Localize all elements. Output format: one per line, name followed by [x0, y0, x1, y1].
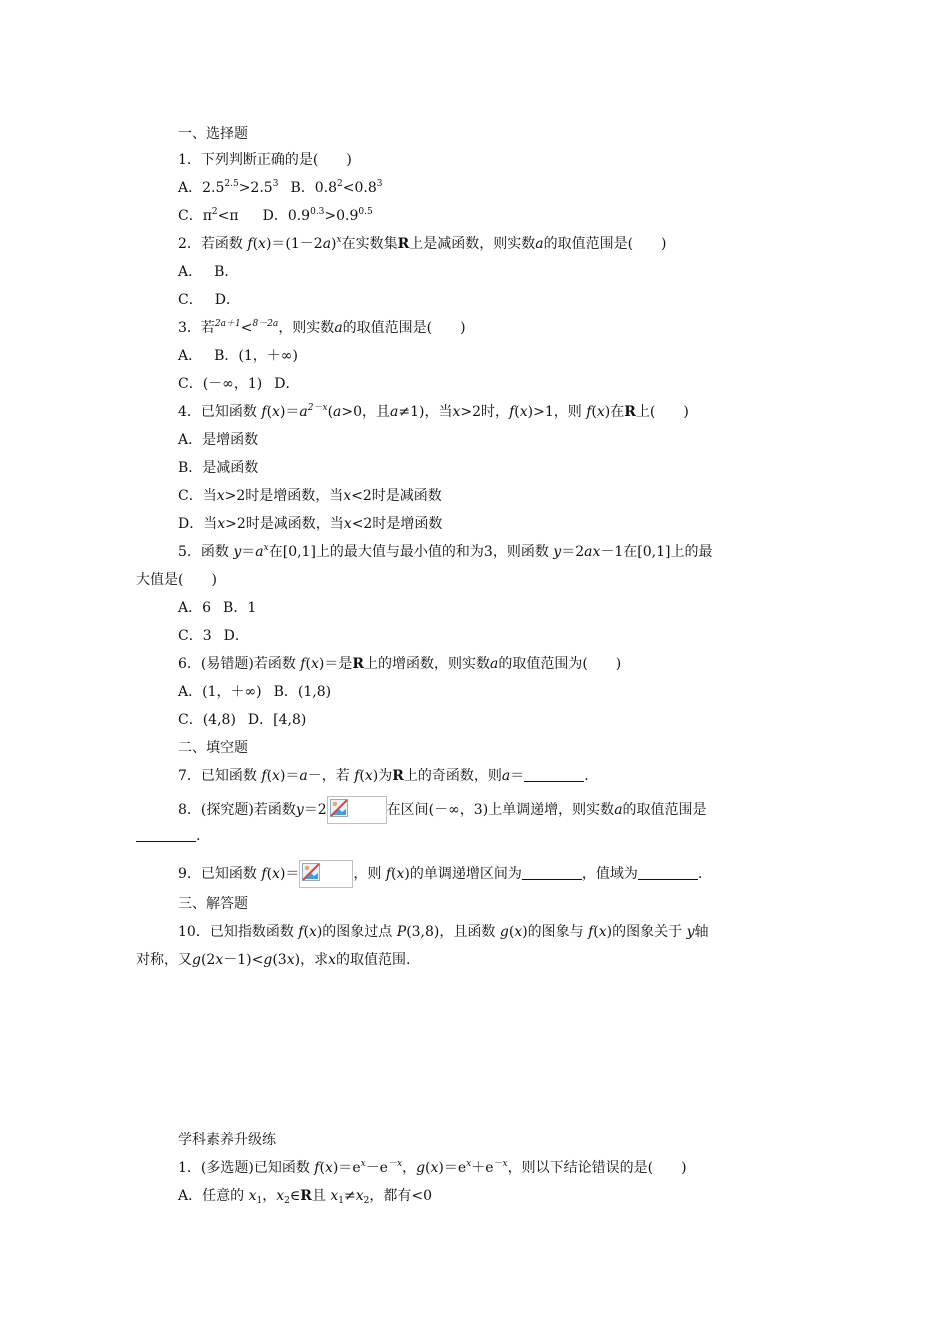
question-10-cont: 对称，又g(2x－1)<g(3x)，求x的取值范围.: [136, 952, 411, 968]
question-10: 10．已知指数函数 f(x)的图象过点 P(3,8)，且函数 g(x)的图象与 f(x)的图象关于 y轴: [178, 924, 709, 940]
question-4: 4．已知函数 $f(x)=a^{2-x}(a>0$，且a≠1)，当x>2时，f(x)>1，则 f(x)在R上( ): [178, 403, 689, 420]
question-3: 3．若$^{2a+1}$<$^{8-2a}$，则实数a的取值范围是( ): [178, 319, 466, 336]
question-6: 6．(易错题)若函数 f(x)＝是R上的增函数，则实数a的取值范围为( ): [178, 656, 622, 672]
question-5-cont: 大值是( ): [136, 572, 217, 588]
q4-option-c: C．当x>2时是增函数，当x<2时是减函数: [178, 488, 442, 504]
question-9: 9．已知函数 f(x)＝ ，则 f(x)的单调递增区间为 ，值域为 .: [178, 860, 702, 888]
question-8: 8．(探究题)若函数y＝2 在区间(－∞，3)上单调递增，则实数a的取值范围是: [178, 796, 707, 824]
question-2: 2．若函数 $f(x)=(1-2a)^x$在实数集R上是减函数，则实数a的取值范围是( ): [178, 235, 667, 252]
section-heading: 二、填空题: [178, 740, 248, 756]
section-heading: 一、选择题: [178, 126, 248, 142]
q4-option-b: B．是减函数: [178, 460, 259, 476]
answer-blank: [638, 867, 698, 880]
section-heading: 三、解答题: [178, 896, 248, 912]
q4-option-a: A．是增函数: [178, 432, 259, 448]
answer-blank: [522, 867, 582, 880]
q2-options-cd: C． D．: [178, 292, 240, 308]
section-heading: 学科素养升级练: [178, 1132, 276, 1148]
practice-q1-option-a: A．任意的 $x_1$，$x_2\in R$且 $x_1\ne x_2$，都有<0: [178, 1188, 432, 1206]
q5-options-cd: C．3 D．: [178, 628, 249, 644]
q6-options-ab: A．(1，＋∞) B．(1,8): [178, 684, 332, 700]
q1-options-cd: C．$\pi^2<\pi$ D．$0.9^{0.3}>0.9^{0.5}$: [178, 207, 373, 224]
q6-options-cd: C．(4,8) D．[4,8): [178, 712, 307, 728]
q3-options-ab: A． B．(1，＋∞): [178, 348, 298, 364]
q5-options-ab: A．6 B．1: [178, 600, 257, 616]
broken-image-icon: [327, 796, 387, 824]
question-1: 1．下列判断正确的是( ): [178, 152, 352, 168]
answer-blank: [136, 829, 196, 842]
q2-options-ab: A． B．: [178, 264, 239, 280]
question-8-cont: .: [136, 826, 200, 846]
question-7: 7．已知函数 f(x)＝a－，若 f(x)为R上的奇函数，则a＝ .: [178, 768, 589, 784]
q3-options-cd: C．(－∞，1) D．: [178, 376, 300, 392]
q4-option-d: D．当x>2时是减函数，当x<2时是增函数: [178, 516, 443, 532]
answer-blank: [524, 769, 584, 782]
practice-question-1: 1．(多选题)已知函数 $f(x)=e^x-e^{-x}$，$g(x)=e^x+e^{-x}$，则以下结论错误的是( ): [178, 1159, 687, 1176]
broken-image-icon: [299, 860, 353, 888]
question-5: 5．函数 $y=a^x$在[0,1]上的最大值与最小值的和为3，则函数 y＝2ax－1在[0,1]上的最: [178, 543, 713, 560]
q1-options-ab: A．$2.5^{2.5}>2.5^3$ B．$0.8^2<0.8^3$: [178, 179, 383, 196]
